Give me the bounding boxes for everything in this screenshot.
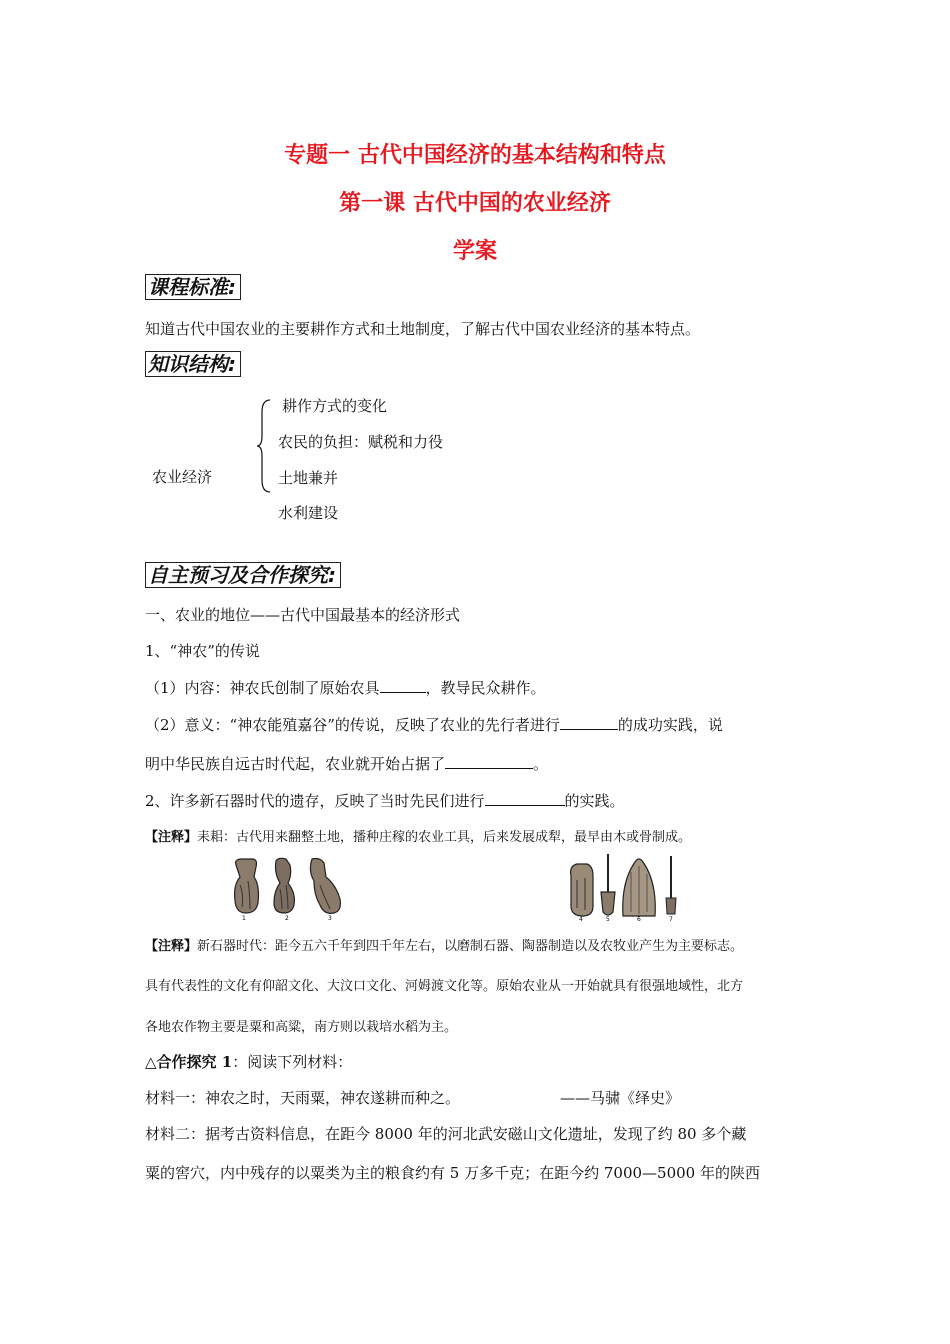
structure-item: 农民的负担：赋税和力役: [278, 433, 444, 451]
figure-label: 4: [579, 916, 583, 922]
answer-blank[interactable]: [485, 791, 565, 806]
note-tag: 【注释】: [145, 830, 198, 845]
structure-item: 水利建设: [278, 504, 339, 522]
curly-brace-icon: [256, 398, 276, 494]
item1-meaning: [145, 714, 723, 735]
note-neolithic-line3: 各地农作物主要是粟和高粱，南方则以栽培水稻为主。: [145, 1020, 458, 1035]
item1-meaning-text-2: 明中华民族自远古时代起，农业就开始占据了: [145, 755, 446, 773]
structure-item: 土地兼并: [278, 469, 339, 487]
doc-title: 专题一 古代中国经济的基本结构和特点: [284, 143, 666, 168]
standard-text: 知道古代中国农业的主要耕作方式和土地制度，了解古代中国农业经济的基本特点。: [145, 320, 701, 338]
structure-item: 耕作方式的变化: [282, 397, 388, 415]
item1-meaning-text-mid: 的成功实践，说: [617, 716, 723, 734]
note-leisi: [145, 826, 691, 845]
doc-subtitle: 学案: [452, 239, 497, 264]
structure-heading: 知识结构:: [145, 351, 241, 377]
material-one: 材料一：神农之时，天雨粟，神农遂耕而种之。: [145, 1089, 461, 1107]
part1-heading: 一、农业的地位——古代中国最基本的经济形式: [145, 606, 461, 624]
coop-tag: △合作探究 1: [145, 1053, 233, 1071]
item1-heading: 1、“神农”的传说: [145, 642, 260, 660]
figure-label: 3: [328, 915, 332, 921]
item1-content-text-end: ，教导民众耕作。: [425, 679, 546, 697]
item1-meaning-text: （2）意义：“神农能殖嘉谷”的传说，反映了农业的先行者进行: [145, 716, 560, 734]
material-one-source: ——马骕《绎史》: [560, 1089, 681, 1107]
material-two-line2: 粟的窖穴，内中残存的以粟类为主的粮食约有 5 万多千克；在距今约 7000—5000 年的陕西: [145, 1164, 760, 1182]
item2-text-end: 的实践。: [564, 792, 625, 810]
figure-label: 7: [669, 916, 673, 922]
item1-content-text: （1）内容：神农氏创制了原始农具: [145, 679, 380, 697]
figure-label: 1: [242, 915, 246, 921]
answer-blank[interactable]: [560, 715, 618, 730]
figure-label: 5: [606, 916, 610, 922]
coop-text: ：阅读下列材料：: [232, 1053, 353, 1071]
item1-content: [145, 677, 546, 698]
stone-tools-image: [230, 855, 360, 921]
lesson-title: 第一课 古代中国的农业经济: [339, 191, 611, 216]
preview-heading: 自主预习及合作探究:: [145, 562, 341, 588]
item2: [145, 790, 625, 811]
coop-inquiry: [145, 1051, 352, 1072]
structure-root: 农业经济: [152, 468, 213, 486]
answer-blank[interactable]: [445, 754, 533, 769]
note-text: 耒耜：古代用来翻整土地，播种庄稼的农业工具，后来发展成犁，最早由木或骨制成。: [197, 830, 692, 845]
standard-heading: 课程标准:: [145, 274, 241, 300]
answer-blank[interactable]: [380, 678, 426, 693]
item1-meaning-cont: [145, 753, 548, 774]
note-neolithic: [145, 935, 743, 954]
item1-meaning-text-end: 。: [533, 755, 549, 773]
figure-label: 2: [285, 915, 289, 921]
farming-tools-image: [565, 852, 685, 922]
item2-text: 2、许多新石器时代的遗存，反映了当时先民们进行: [145, 792, 485, 810]
figure-label: 6: [637, 916, 641, 922]
material-two-line1: 材料二：据考古资料信息，在距今 8000 年的河北武安磁山文化遗址，发现了约 80 多个藏: [145, 1125, 747, 1143]
note-tag: 【注释】: [145, 939, 198, 954]
note-text: 新石器时代：距今五六千年到四千年左右，以磨制石器、陶器制造以及农牧业产生为主要标志。: [197, 939, 744, 954]
note-neolithic-line2: 具有代表性的文化有仰韶文化、大汶口文化、河姆渡文化等。原始农业从一开始就具有很强地域性，北方: [145, 979, 744, 994]
